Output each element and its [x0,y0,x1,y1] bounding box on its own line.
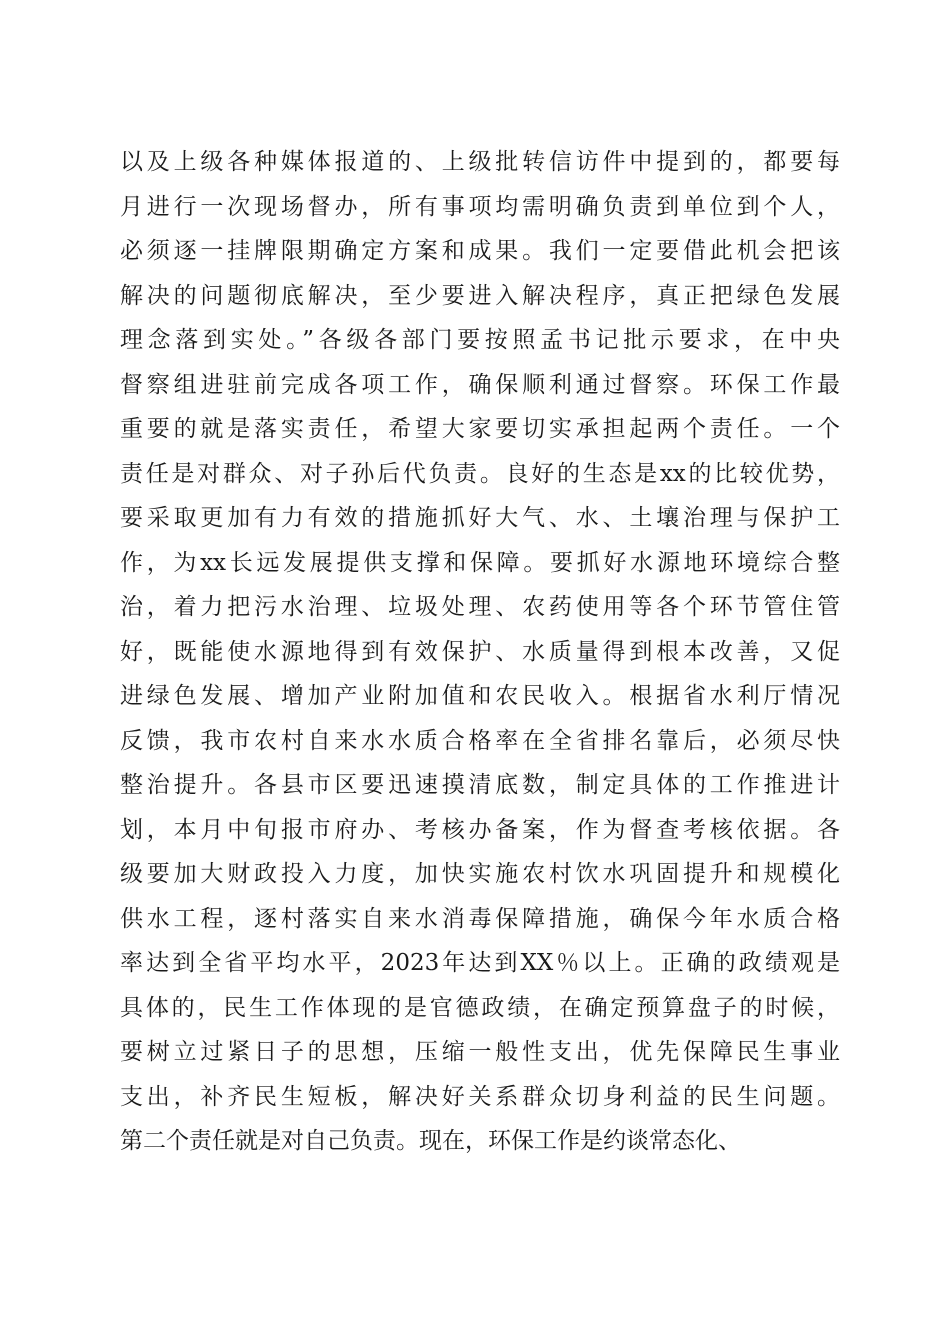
text-line-17: 级要加大财政投入力度，加快实施农村饮水巩固提升和规模化 [120,861,840,887]
text-line-1: 以及上级各种媒体报道的、上级批转信访件中提到的，都要每 [120,149,840,175]
text-line-12: 好，既能使水源地得到有效保护、水质量得到根本改善，又促 [120,638,840,665]
text-line-3: 必须逐一挂牌限期确定方案和成果。我们一定要借此机会把该 [120,238,840,264]
text-line-13: 进绿色发展、增加产业附加值和农民收入。根据省水利厅情况 [120,683,840,709]
text-line-6: 督察组进驻前完成各项工作，确保顺利通过督察。环保工作最 [120,371,840,398]
text-line-15: 整治提升。各县市区要迅速摸清底数，制定具体的工作推进计 [120,772,840,798]
text-line-14: 反馈，我市农村自来水水质合格率在全省排名靠后，必须尽快 [120,727,840,754]
text-line-21: 要树立过紧日子的思想，压缩一般性支出，优先保障民生事业 [120,1039,840,1065]
text-line-2: 月进行一次现场督办，所有事项均需明确负责到单位到个人， [120,193,840,220]
text-line-16: 划，本月中旬报市府办、考核办备案，作为督查考核依据。各 [120,816,840,843]
text-line-23: 第二个责任就是对自己负责。现在，环保工作是约谈常态化、 [120,1128,741,1154]
text-line-8: 责任是对群众、对子孙后代负责。良好的生态是xx的比较优势， [120,460,840,487]
text-line-22: 支出，补齐民生短板，解决好关系群众切身利益的民生问题。 [120,1083,840,1110]
text-line-5: 理念落到实处。”各级各部门要按照孟书记批示要求，在中央 [120,327,840,353]
text-line-19: 率达到全省平均水平，2023年达到XX％以上。正确的政绩观是 [120,950,840,976]
text-line-7: 重要的就是落实责任，希望大家要切实承担起两个责任。一个 [120,416,840,442]
text-line-11: 治，着力把污水治理、垃圾处理、农药使用等各个环节管住管 [120,594,840,620]
text-line-4: 解决的问题彻底解决，至少要进入解决程序，真正把绿色发展 [120,282,840,309]
text-line-18: 供水工程，逐村落实自来水消毒保障措施，确保今年水质合格 [120,905,840,932]
text-line-10: 作，为xx长远发展提供支撑和保障。要抓好水源地环境综合整 [120,549,840,576]
body-text [120,140,840,1164]
text-line-9: 要采取更加有力有效的措施抓好大气、水、土壤治理与保护工 [120,505,840,531]
text-line-20: 具体的，民生工作体现的是官德政绩，在确定预算盘子的时候， [120,994,840,1021]
